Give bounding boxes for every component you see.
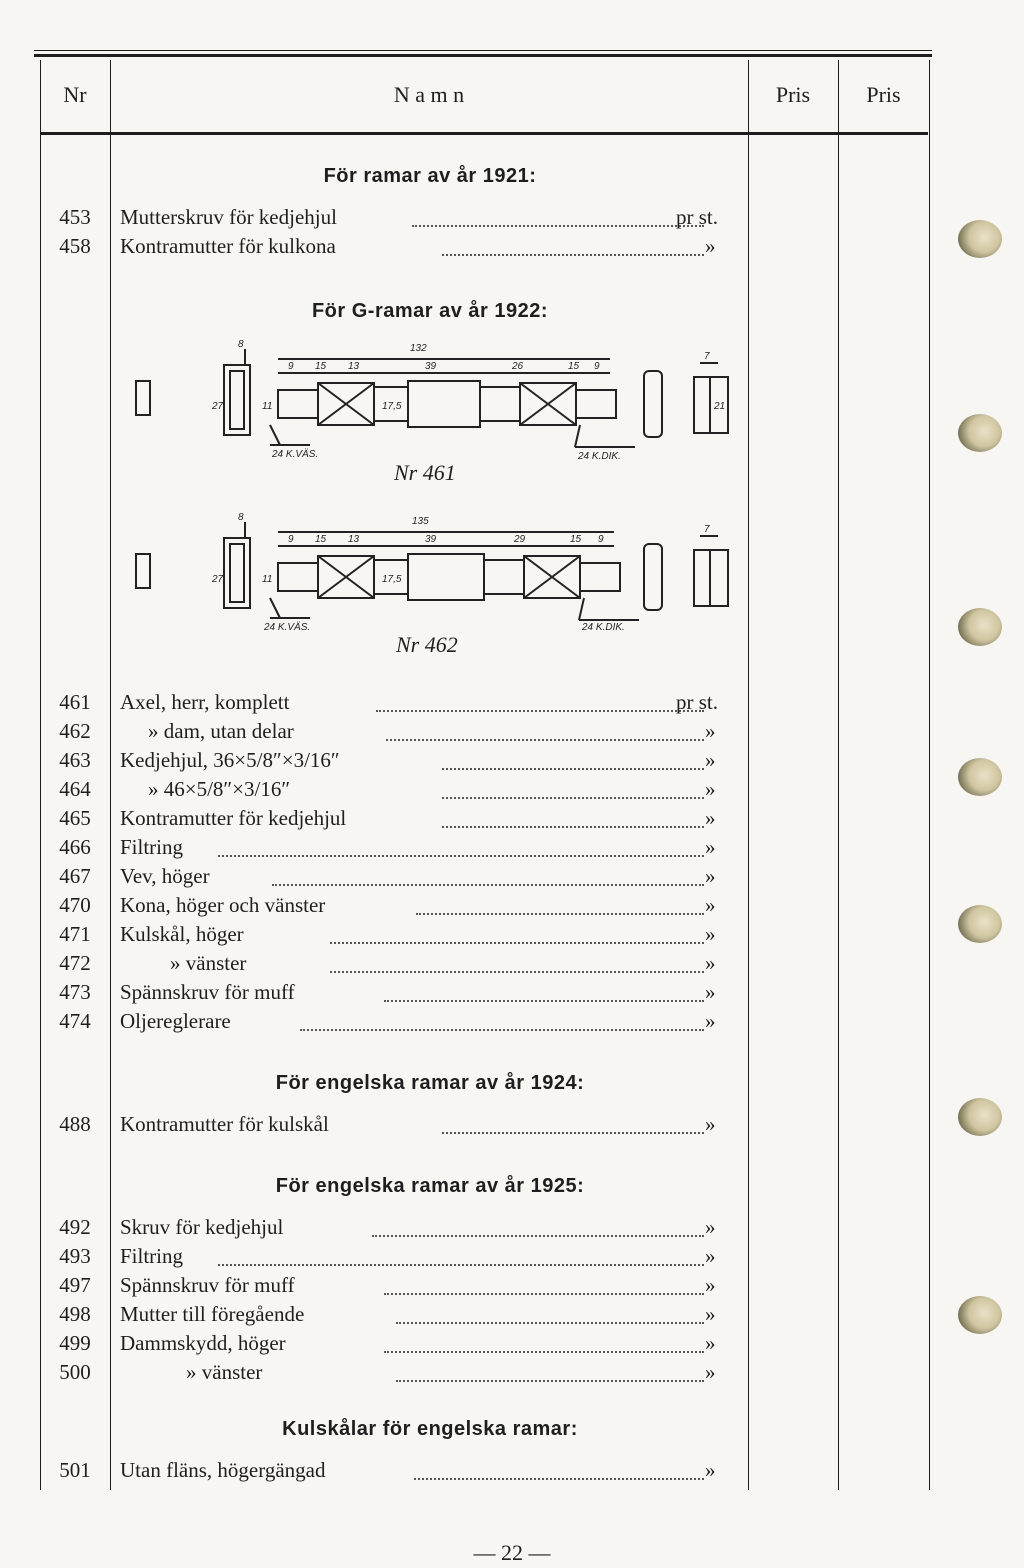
dim: 9	[288, 361, 294, 372]
item-name: » vänster	[186, 1360, 263, 1384]
section-title: För G-ramar av år 1922:	[311, 300, 549, 322]
item-nr: 471	[59, 922, 91, 946]
item-unit: »	[705, 719, 716, 743]
item-unit: pr st.	[676, 690, 718, 714]
dim-thread-right: 24 K.DIK.	[578, 451, 621, 460]
leader-dots	[442, 1132, 704, 1134]
item-name: Kulskål, höger	[120, 922, 244, 946]
col-line-right	[929, 60, 930, 1490]
leader-dots	[396, 1322, 704, 1324]
section-title: För engelska ramar av år 1924:	[275, 1072, 585, 1094]
item-unit: »	[705, 1331, 716, 1355]
leader-dots	[386, 739, 704, 741]
item-nr: 474	[59, 1009, 91, 1033]
table-row	[40, 893, 750, 922]
item-nr: 499	[59, 1331, 91, 1355]
table-row	[40, 748, 750, 777]
section-title: För engelska ramar av år 1925:	[275, 1175, 585, 1197]
item-nr: 467	[59, 864, 91, 888]
dim: 13	[348, 534, 360, 545]
item-unit: »	[705, 951, 716, 975]
item-name: Kona, höger och vänster	[120, 893, 326, 917]
leader-dots	[442, 826, 704, 828]
table-row	[40, 806, 750, 835]
section-title: För ramar av år 1921:	[323, 165, 537, 187]
dim: 9	[594, 361, 600, 372]
figure-label-461: Nr 461	[394, 460, 456, 485]
table-row	[40, 922, 750, 951]
item-unit: »	[705, 234, 716, 258]
dim: 15	[568, 361, 580, 372]
item-nr: 500	[59, 1360, 91, 1384]
leader-dots	[218, 1264, 704, 1266]
table-row	[40, 1273, 750, 1302]
table-row	[40, 690, 750, 719]
item-name: Kontramutter för kulkona	[120, 234, 336, 258]
dim: 11	[262, 574, 273, 585]
table-row	[40, 1009, 750, 1038]
leader-dots	[414, 1478, 704, 1480]
binder-hole	[958, 1098, 1002, 1136]
item-name: Filtring	[120, 835, 184, 859]
item-name: Spännskruv för muff	[120, 1273, 295, 1297]
header-namn: N a m n	[393, 82, 465, 107]
item-nr: 492	[59, 1215, 91, 1239]
axle-drawing-462	[120, 508, 740, 633]
item-unit: »	[705, 806, 716, 830]
item-name: » 46×5/8″×3/16″	[148, 777, 291, 801]
item-name: » vänster	[170, 951, 247, 975]
col-line-pris	[838, 60, 839, 1490]
item-nr: 472	[59, 951, 91, 975]
table-row	[40, 864, 750, 893]
leader-dots	[384, 1351, 704, 1353]
dim: 15	[315, 361, 327, 372]
axle-drawing-461	[120, 335, 740, 460]
item-unit: »	[705, 777, 716, 801]
leader-dots	[396, 1380, 704, 1382]
item-unit: »	[705, 893, 716, 917]
item-unit: »	[705, 922, 716, 946]
item-name: Kontramutter för kulskål	[120, 1112, 329, 1136]
leader-dots	[442, 254, 704, 256]
item-name: Axel, herr, komplett	[120, 690, 290, 714]
leader-dots	[416, 913, 704, 915]
dim-total: 135	[412, 516, 429, 527]
item-nr: 458	[59, 234, 91, 258]
header-pris-2: Pris	[866, 82, 901, 107]
dim: 27	[212, 574, 224, 585]
header-nr: Nr	[63, 82, 87, 107]
table-row	[40, 1215, 750, 1244]
dim: 27	[212, 401, 224, 412]
table-row	[40, 1112, 750, 1141]
top-rule-thin	[34, 50, 932, 51]
table-row	[40, 1360, 750, 1389]
item-unit: »	[705, 748, 716, 772]
item-name: Filtring	[120, 1244, 184, 1268]
item-name: Spännskruv för muff	[120, 980, 295, 1004]
table-row	[40, 1244, 750, 1273]
dim: 8	[238, 339, 244, 350]
item-name: Kontramutter för kedjehjul	[120, 806, 347, 830]
dim: 39	[425, 534, 437, 545]
table-row	[40, 205, 750, 234]
leader-dots	[272, 884, 704, 886]
item-unit: »	[705, 1360, 716, 1384]
item-name: Kedjehjul, 36×5/8″×3/16″	[120, 748, 340, 772]
leader-dots	[330, 942, 704, 944]
dim: 9	[598, 534, 604, 545]
item-unit: »	[705, 1009, 716, 1033]
leader-dots	[442, 768, 704, 770]
item-nr: 463	[59, 748, 91, 772]
top-rule-thick	[34, 54, 932, 57]
table-row	[40, 835, 750, 864]
dim: 13	[348, 361, 360, 372]
dim: 29	[514, 534, 526, 545]
dim: 21	[714, 401, 726, 412]
table-row	[40, 234, 750, 263]
item-name: Dammskydd, höger	[120, 1331, 286, 1355]
item-nr: 461	[59, 690, 91, 714]
item-name: Mutterskruv för kedjehjul	[120, 205, 337, 229]
binder-hole	[958, 220, 1002, 258]
dim: 17,5	[382, 574, 402, 585]
item-nr: 497	[59, 1273, 91, 1297]
leader-dots	[300, 1029, 704, 1031]
dim: 7	[704, 524, 710, 535]
item-name: Utan fläns, högergängad	[120, 1458, 326, 1482]
item-name: Mutter till föregående	[120, 1302, 305, 1326]
dim-total: 132	[410, 343, 427, 354]
table-row	[40, 777, 750, 806]
leader-dots	[330, 971, 704, 973]
item-nr: 498	[59, 1302, 91, 1326]
dim: 17,5	[382, 401, 402, 412]
dim: 15	[570, 534, 582, 545]
table-row	[40, 1331, 750, 1360]
item-nr: 501	[59, 1458, 91, 1482]
leader-dots	[384, 1293, 704, 1295]
dim: 11	[262, 401, 273, 412]
table-row	[40, 1302, 750, 1331]
binder-hole	[958, 758, 1002, 796]
item-unit: »	[705, 835, 716, 859]
binder-hole	[958, 414, 1002, 452]
table-row	[40, 1458, 750, 1487]
figure-label-462: Nr 462	[396, 632, 458, 657]
header-pris-1: Pris	[775, 82, 811, 107]
item-nr: 465	[59, 806, 91, 830]
dim: 26	[512, 361, 524, 372]
item-unit: »	[705, 1244, 716, 1268]
item-nr: 493	[59, 1244, 91, 1268]
binder-hole	[958, 905, 1002, 943]
item-nr: 462	[59, 719, 91, 743]
item-nr: 470	[59, 893, 91, 917]
leader-dots	[372, 1235, 704, 1237]
item-unit: »	[705, 980, 716, 1004]
item-nr: 488	[59, 1112, 91, 1136]
table-row	[40, 951, 750, 980]
item-unit: »	[705, 1273, 716, 1297]
item-name: Skruv för kedjehjul	[120, 1215, 284, 1239]
item-unit: »	[705, 1112, 716, 1136]
item-nr: 453	[59, 205, 91, 229]
leader-dots	[218, 855, 704, 857]
item-unit: »	[705, 1302, 716, 1326]
item-name: » dam, utan delar	[148, 719, 294, 743]
leader-dots	[442, 797, 704, 799]
leader-dots	[384, 1000, 704, 1002]
item-nr: 473	[59, 980, 91, 1004]
item-unit: »	[705, 1215, 716, 1239]
leader-dots	[376, 710, 704, 712]
table-row	[40, 719, 750, 748]
item-nr: 464	[59, 777, 91, 801]
dim: 15	[315, 534, 327, 545]
dim: 9	[288, 534, 294, 545]
dim: 7	[704, 351, 710, 362]
header-rule	[40, 132, 928, 135]
leader-dots	[412, 225, 704, 227]
item-unit: »	[705, 1458, 716, 1482]
item-name: Oljereglerare	[120, 1009, 231, 1033]
dim-thread-right: 24 K.DIK.	[582, 622, 625, 633]
item-nr: 466	[59, 835, 91, 859]
section-title: Kulskålar för engelska ramar:	[282, 1418, 578, 1440]
binder-hole	[958, 1296, 1002, 1334]
item-unit: »	[705, 864, 716, 888]
table-row	[40, 980, 750, 1009]
page-number: — 22 —	[473, 1540, 551, 1565]
dim: 8	[238, 512, 244, 523]
dim-thread-left: 24 K.VÄS.	[264, 622, 311, 633]
dim: 39	[425, 361, 437, 372]
dim-thread-left: 24 K.VÄS.	[272, 449, 319, 460]
binder-hole	[958, 608, 1002, 646]
item-name: Vev, höger	[120, 864, 210, 888]
item-unit: pr st.	[676, 205, 718, 229]
